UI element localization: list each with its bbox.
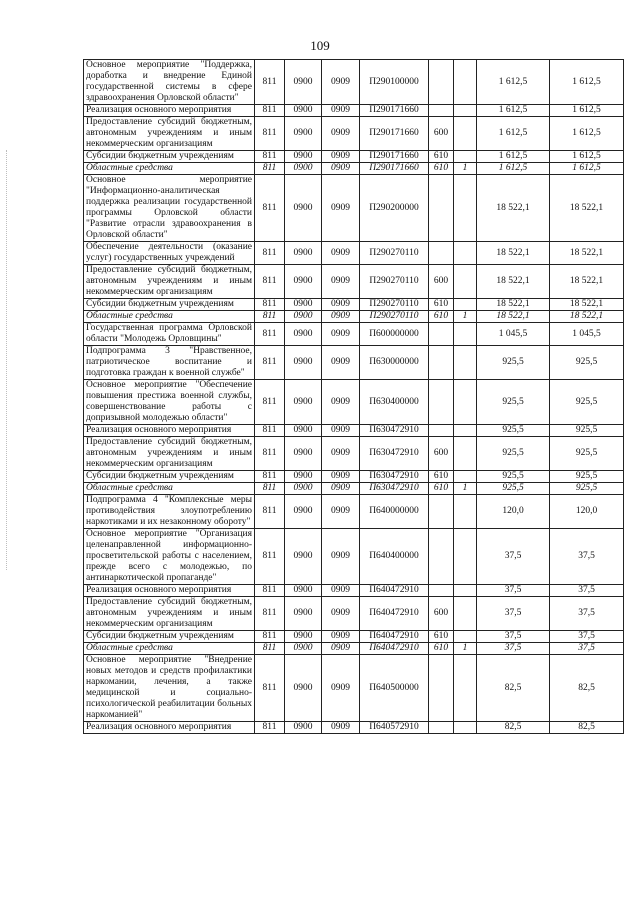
subsection-code: 0909 bbox=[322, 585, 360, 597]
grbs-code: 811 bbox=[255, 163, 285, 175]
expense-type-code bbox=[429, 722, 454, 734]
section-code: 0900 bbox=[285, 151, 322, 163]
section-code: 0900 bbox=[285, 722, 322, 734]
row-name: Реализация основного мероприятия bbox=[84, 585, 255, 597]
funding-source-code bbox=[454, 346, 477, 380]
funding-source-code: 1 bbox=[454, 643, 477, 655]
funding-source-code bbox=[454, 175, 477, 242]
target-article-code: П640400000 bbox=[360, 529, 429, 585]
amount-year-2: 37,5 bbox=[550, 631, 624, 643]
grbs-code: 811 bbox=[255, 437, 285, 471]
amount-year-1: 18 522,1 bbox=[477, 242, 550, 265]
section-code: 0900 bbox=[285, 631, 322, 643]
target-article-code: П290200000 bbox=[360, 175, 429, 242]
target-article-code: П640472910 bbox=[360, 597, 429, 631]
target-article-code: П290171660 bbox=[360, 117, 429, 151]
funding-source-code bbox=[454, 529, 477, 585]
row-name: Предоставление субсидий бюджетным, автономным учреждениям и иным некоммерческим организациям bbox=[84, 437, 255, 471]
row-name: Субсидии бюджетным учреждениям bbox=[84, 471, 255, 483]
funding-source-code bbox=[454, 655, 477, 722]
target-article-code: П630472910 bbox=[360, 471, 429, 483]
funding-source-code bbox=[454, 495, 477, 529]
table-row bbox=[84, 722, 624, 734]
amount-year-2: 18 522,1 bbox=[550, 265, 624, 299]
amount-year-2: 82,5 bbox=[550, 655, 624, 722]
table-row bbox=[84, 299, 624, 311]
row-name: Подпрограмма 3 "Нравственное, патриотическое воспитание и подготовка граждан к военной службе" bbox=[84, 346, 255, 380]
grbs-code: 811 bbox=[255, 117, 285, 151]
target-article-code: П640472910 bbox=[360, 631, 429, 643]
expense-type-code bbox=[429, 380, 454, 425]
amount-year-1: 18 522,1 bbox=[477, 299, 550, 311]
amount-year-2: 18 522,1 bbox=[550, 242, 624, 265]
grbs-code: 811 bbox=[255, 722, 285, 734]
grbs-code: 811 bbox=[255, 643, 285, 655]
grbs-code: 811 bbox=[255, 655, 285, 722]
amount-year-2: 925,5 bbox=[550, 380, 624, 425]
row-name: Государственная программа Орловской области "Молодежь Орловщины" bbox=[84, 323, 255, 346]
amount-year-1: 925,5 bbox=[477, 483, 550, 495]
table-row bbox=[84, 585, 624, 597]
grbs-code: 811 bbox=[255, 323, 285, 346]
expense-type-code bbox=[429, 585, 454, 597]
grbs-code: 811 bbox=[255, 425, 285, 437]
amount-year-2: 37,5 bbox=[550, 585, 624, 597]
target-article-code: П640472910 bbox=[360, 585, 429, 597]
amount-year-2: 37,5 bbox=[550, 643, 624, 655]
table-row bbox=[84, 471, 624, 483]
target-article-code: П640472910 bbox=[360, 643, 429, 655]
section-code: 0900 bbox=[285, 655, 322, 722]
table-row bbox=[84, 437, 624, 471]
section-code: 0900 bbox=[285, 311, 322, 323]
subsection-code: 0909 bbox=[322, 311, 360, 323]
section-code: 0900 bbox=[285, 163, 322, 175]
row-name: Реализация основного мероприятия bbox=[84, 722, 255, 734]
funding-source-code bbox=[454, 299, 477, 311]
target-article-code: П290171660 bbox=[360, 151, 429, 163]
funding-source-code bbox=[454, 60, 477, 105]
subsection-code: 0909 bbox=[322, 597, 360, 631]
funding-source-code: 1 bbox=[454, 483, 477, 495]
amount-year-1: 18 522,1 bbox=[477, 265, 550, 299]
grbs-code: 811 bbox=[255, 585, 285, 597]
grbs-code: 811 bbox=[255, 471, 285, 483]
funding-source-code bbox=[454, 323, 477, 346]
expense-type-code bbox=[429, 529, 454, 585]
section-code: 0900 bbox=[285, 117, 322, 151]
amount-year-1: 925,5 bbox=[477, 471, 550, 483]
subsection-code: 0909 bbox=[322, 299, 360, 311]
grbs-code: 811 bbox=[255, 597, 285, 631]
amount-year-1: 925,5 bbox=[477, 346, 550, 380]
funding-source-code bbox=[454, 151, 477, 163]
grbs-code: 811 bbox=[255, 483, 285, 495]
grbs-code: 811 bbox=[255, 495, 285, 529]
target-article-code: П640500000 bbox=[360, 655, 429, 722]
amount-year-1: 82,5 bbox=[477, 722, 550, 734]
amount-year-1: 37,5 bbox=[477, 643, 550, 655]
amount-year-2: 925,5 bbox=[550, 483, 624, 495]
target-article-code: П290270110 bbox=[360, 265, 429, 299]
table-row bbox=[84, 117, 624, 151]
amount-year-1: 82,5 bbox=[477, 655, 550, 722]
target-article-code: П630000000 bbox=[360, 346, 429, 380]
funding-source-code bbox=[454, 242, 477, 265]
expense-type-code: 610 bbox=[429, 631, 454, 643]
expense-type-code bbox=[429, 60, 454, 105]
amount-year-1: 120,0 bbox=[477, 495, 550, 529]
row-name: Подпрограмма 4 "Комплексные меры противодействия злоупотреблению наркотиками и их незаконному обороту" bbox=[84, 495, 255, 529]
subsection-code: 0909 bbox=[322, 242, 360, 265]
scan-edge-marks bbox=[6, 150, 11, 570]
funding-source-code bbox=[454, 722, 477, 734]
subsection-code: 0909 bbox=[322, 380, 360, 425]
row-name: Основное мероприятие "Внедрение новых методов и средств профилактики наркомании, лечения, а также медицинской и социально-психологической реабилитации больных наркоманией" bbox=[84, 655, 255, 722]
subsection-code: 0909 bbox=[322, 643, 360, 655]
grbs-code: 811 bbox=[255, 175, 285, 242]
target-article-code: П290270110 bbox=[360, 311, 429, 323]
subsection-code: 0909 bbox=[322, 437, 360, 471]
target-article-code: П290270110 bbox=[360, 299, 429, 311]
table-body bbox=[84, 60, 624, 734]
amount-year-1: 1 612,5 bbox=[477, 60, 550, 105]
expense-type-code: 610 bbox=[429, 311, 454, 323]
section-code: 0900 bbox=[285, 597, 322, 631]
amount-year-1: 925,5 bbox=[477, 380, 550, 425]
amount-year-2: 925,5 bbox=[550, 346, 624, 380]
table-row bbox=[84, 346, 624, 380]
section-code: 0900 bbox=[285, 585, 322, 597]
amount-year-1: 37,5 bbox=[477, 631, 550, 643]
target-article-code: П290100000 bbox=[360, 60, 429, 105]
table-row bbox=[84, 163, 624, 175]
funding-source-code: 1 bbox=[454, 163, 477, 175]
target-article-code: П290171660 bbox=[360, 105, 429, 117]
subsection-code: 0909 bbox=[322, 471, 360, 483]
funding-source-code: 1 bbox=[454, 311, 477, 323]
target-article-code: П600000000 bbox=[360, 323, 429, 346]
subsection-code: 0909 bbox=[322, 722, 360, 734]
subsection-code: 0909 bbox=[322, 265, 360, 299]
row-name: Основное мероприятие "Организация целенаправленной информационно-просветительской работы с населением, прежде всего с молодежью, по антинаркотической пропаганде" bbox=[84, 529, 255, 585]
row-name: Субсидии бюджетным учреждениям bbox=[84, 151, 255, 163]
grbs-code: 811 bbox=[255, 60, 285, 105]
grbs-code: 811 bbox=[255, 346, 285, 380]
subsection-code: 0909 bbox=[322, 631, 360, 643]
table-row bbox=[84, 643, 624, 655]
grbs-code: 811 bbox=[255, 151, 285, 163]
amount-year-1: 37,5 bbox=[477, 597, 550, 631]
expense-type-code: 610 bbox=[429, 471, 454, 483]
section-code: 0900 bbox=[285, 346, 322, 380]
table-row bbox=[84, 655, 624, 722]
subsection-code: 0909 bbox=[322, 117, 360, 151]
section-code: 0900 bbox=[285, 265, 322, 299]
target-article-code: П630472910 bbox=[360, 425, 429, 437]
target-article-code: П630400000 bbox=[360, 380, 429, 425]
amount-year-2: 1 612,5 bbox=[550, 60, 624, 105]
grbs-code: 811 bbox=[255, 631, 285, 643]
row-name: Реализация основного мероприятия bbox=[84, 425, 255, 437]
section-code: 0900 bbox=[285, 483, 322, 495]
amount-year-2: 925,5 bbox=[550, 425, 624, 437]
expense-type-code bbox=[429, 175, 454, 242]
amount-year-1: 1 612,5 bbox=[477, 117, 550, 151]
section-code: 0900 bbox=[285, 495, 322, 529]
section-code: 0900 bbox=[285, 105, 322, 117]
grbs-code: 811 bbox=[255, 311, 285, 323]
grbs-code: 811 bbox=[255, 299, 285, 311]
table-row bbox=[84, 311, 624, 323]
expense-type-code bbox=[429, 425, 454, 437]
row-name: Основное мероприятие "Обеспечение повышения престижа военной службы, совершенствование работы с допризывной молодежью области" bbox=[84, 380, 255, 425]
funding-source-code bbox=[454, 597, 477, 631]
amount-year-2: 120,0 bbox=[550, 495, 624, 529]
expense-type-code bbox=[429, 105, 454, 117]
amount-year-1: 37,5 bbox=[477, 585, 550, 597]
expense-type-code: 610 bbox=[429, 483, 454, 495]
row-name: Субсидии бюджетным учреждениям bbox=[84, 299, 255, 311]
subsection-code: 0909 bbox=[322, 655, 360, 722]
expense-type-code: 610 bbox=[429, 643, 454, 655]
grbs-code: 811 bbox=[255, 242, 285, 265]
table-row bbox=[84, 529, 624, 585]
expense-type-code: 610 bbox=[429, 163, 454, 175]
subsection-code: 0909 bbox=[322, 163, 360, 175]
amount-year-2: 1 612,5 bbox=[550, 117, 624, 151]
subsection-code: 0909 bbox=[322, 529, 360, 585]
subsection-code: 0909 bbox=[322, 483, 360, 495]
row-name: Основное мероприятие "Информационно-аналитическая поддержка реализации государственной программы Орловской области "Развитие отрасли здравоохранения в Орловской области" bbox=[84, 175, 255, 242]
amount-year-1: 1 612,5 bbox=[477, 105, 550, 117]
amount-year-1: 1 045,5 bbox=[477, 323, 550, 346]
amount-year-2: 18 522,1 bbox=[550, 299, 624, 311]
table-row bbox=[84, 242, 624, 265]
expense-type-code: 610 bbox=[429, 151, 454, 163]
target-article-code: П290171660 bbox=[360, 163, 429, 175]
section-code: 0900 bbox=[285, 471, 322, 483]
section-code: 0900 bbox=[285, 643, 322, 655]
section-code: 0900 bbox=[285, 299, 322, 311]
amount-year-1: 925,5 bbox=[477, 437, 550, 471]
row-name: Областные средства bbox=[84, 311, 255, 323]
amount-year-2: 18 522,1 bbox=[550, 311, 624, 323]
section-code: 0900 bbox=[285, 323, 322, 346]
expense-type-code bbox=[429, 655, 454, 722]
amount-year-1: 925,5 bbox=[477, 425, 550, 437]
budget-table bbox=[83, 59, 624, 734]
expense-type-code: 600 bbox=[429, 117, 454, 151]
amount-year-2: 82,5 bbox=[550, 722, 624, 734]
funding-source-code bbox=[454, 471, 477, 483]
expense-type-code: 600 bbox=[429, 597, 454, 631]
table-row bbox=[84, 495, 624, 529]
target-article-code: П630472910 bbox=[360, 483, 429, 495]
funding-source-code bbox=[454, 380, 477, 425]
target-article-code: П640572910 bbox=[360, 722, 429, 734]
table-row bbox=[84, 105, 624, 117]
amount-year-1: 18 522,1 bbox=[477, 175, 550, 242]
expense-type-code bbox=[429, 323, 454, 346]
amount-year-1: 18 522,1 bbox=[477, 311, 550, 323]
amount-year-1: 1 612,5 bbox=[477, 163, 550, 175]
amount-year-2: 37,5 bbox=[550, 529, 624, 585]
amount-year-2: 37,5 bbox=[550, 597, 624, 631]
target-article-code: П290270110 bbox=[360, 242, 429, 265]
table-row bbox=[84, 380, 624, 425]
funding-source-code bbox=[454, 265, 477, 299]
table-row bbox=[84, 265, 624, 299]
row-name: Реализация основного мероприятия bbox=[84, 105, 255, 117]
table-row bbox=[84, 175, 624, 242]
section-code: 0900 bbox=[285, 242, 322, 265]
expense-type-code bbox=[429, 495, 454, 529]
amount-year-2: 18 522,1 bbox=[550, 175, 624, 242]
expense-type-code: 610 bbox=[429, 299, 454, 311]
row-name: Предоставление субсидий бюджетным, автономным учреждениям и иным некоммерческим организациям bbox=[84, 265, 255, 299]
grbs-code: 811 bbox=[255, 265, 285, 299]
subsection-code: 0909 bbox=[322, 323, 360, 346]
table-row bbox=[84, 425, 624, 437]
subsection-code: 0909 bbox=[322, 105, 360, 117]
row-name: Основное мероприятие "Поддержка, доработка и внедрение Единой государственной системы в сфере здравоохранения Орловской области" bbox=[84, 60, 255, 105]
expense-type-code bbox=[429, 242, 454, 265]
row-name: Предоставление субсидий бюджетным, автономным учреждениям и иным некоммерческим организациям bbox=[84, 597, 255, 631]
funding-source-code bbox=[454, 437, 477, 471]
amount-year-1: 37,5 bbox=[477, 529, 550, 585]
row-name: Областные средства bbox=[84, 643, 255, 655]
target-article-code: П630472910 bbox=[360, 437, 429, 471]
page-number: 109 bbox=[310, 38, 330, 53]
amount-year-1: 1 612,5 bbox=[477, 151, 550, 163]
expense-type-code: 600 bbox=[429, 437, 454, 471]
section-code: 0900 bbox=[285, 425, 322, 437]
funding-source-code bbox=[454, 117, 477, 151]
expense-type-code: 600 bbox=[429, 265, 454, 299]
subsection-code: 0909 bbox=[322, 495, 360, 529]
section-code: 0900 bbox=[285, 529, 322, 585]
section-code: 0900 bbox=[285, 60, 322, 105]
row-name: Областные средства bbox=[84, 483, 255, 495]
amount-year-2: 925,5 bbox=[550, 437, 624, 471]
section-code: 0900 bbox=[285, 437, 322, 471]
section-code: 0900 bbox=[285, 175, 322, 242]
subsection-code: 0909 bbox=[322, 425, 360, 437]
subsection-code: 0909 bbox=[322, 346, 360, 380]
funding-source-code bbox=[454, 585, 477, 597]
amount-year-2: 1 612,5 bbox=[550, 151, 624, 163]
amount-year-2: 925,5 bbox=[550, 471, 624, 483]
table-row bbox=[84, 597, 624, 631]
amount-year-2: 1 612,5 bbox=[550, 163, 624, 175]
table-row bbox=[84, 151, 624, 163]
table-row bbox=[84, 60, 624, 105]
subsection-code: 0909 bbox=[322, 60, 360, 105]
table-row bbox=[84, 631, 624, 643]
table-row bbox=[84, 483, 624, 495]
target-article-code: П640000000 bbox=[360, 495, 429, 529]
amount-year-2: 1 045,5 bbox=[550, 323, 624, 346]
amount-year-2: 1 612,5 bbox=[550, 105, 624, 117]
row-name: Предоставление субсидий бюджетным, автономным учреждениям и иным некоммерческим организациям bbox=[84, 117, 255, 151]
expense-type-code bbox=[429, 346, 454, 380]
table-row bbox=[84, 323, 624, 346]
subsection-code: 0909 bbox=[322, 175, 360, 242]
row-name: Обеспечение деятельности (оказание услуг) государственных учреждений bbox=[84, 242, 255, 265]
grbs-code: 811 bbox=[255, 529, 285, 585]
row-name: Областные средства bbox=[84, 163, 255, 175]
row-name: Субсидии бюджетным учреждениям bbox=[84, 631, 255, 643]
funding-source-code bbox=[454, 631, 477, 643]
subsection-code: 0909 bbox=[322, 151, 360, 163]
funding-source-code bbox=[454, 105, 477, 117]
section-code: 0900 bbox=[285, 380, 322, 425]
grbs-code: 811 bbox=[255, 105, 285, 117]
funding-source-code bbox=[454, 425, 477, 437]
grbs-code: 811 bbox=[255, 380, 285, 425]
